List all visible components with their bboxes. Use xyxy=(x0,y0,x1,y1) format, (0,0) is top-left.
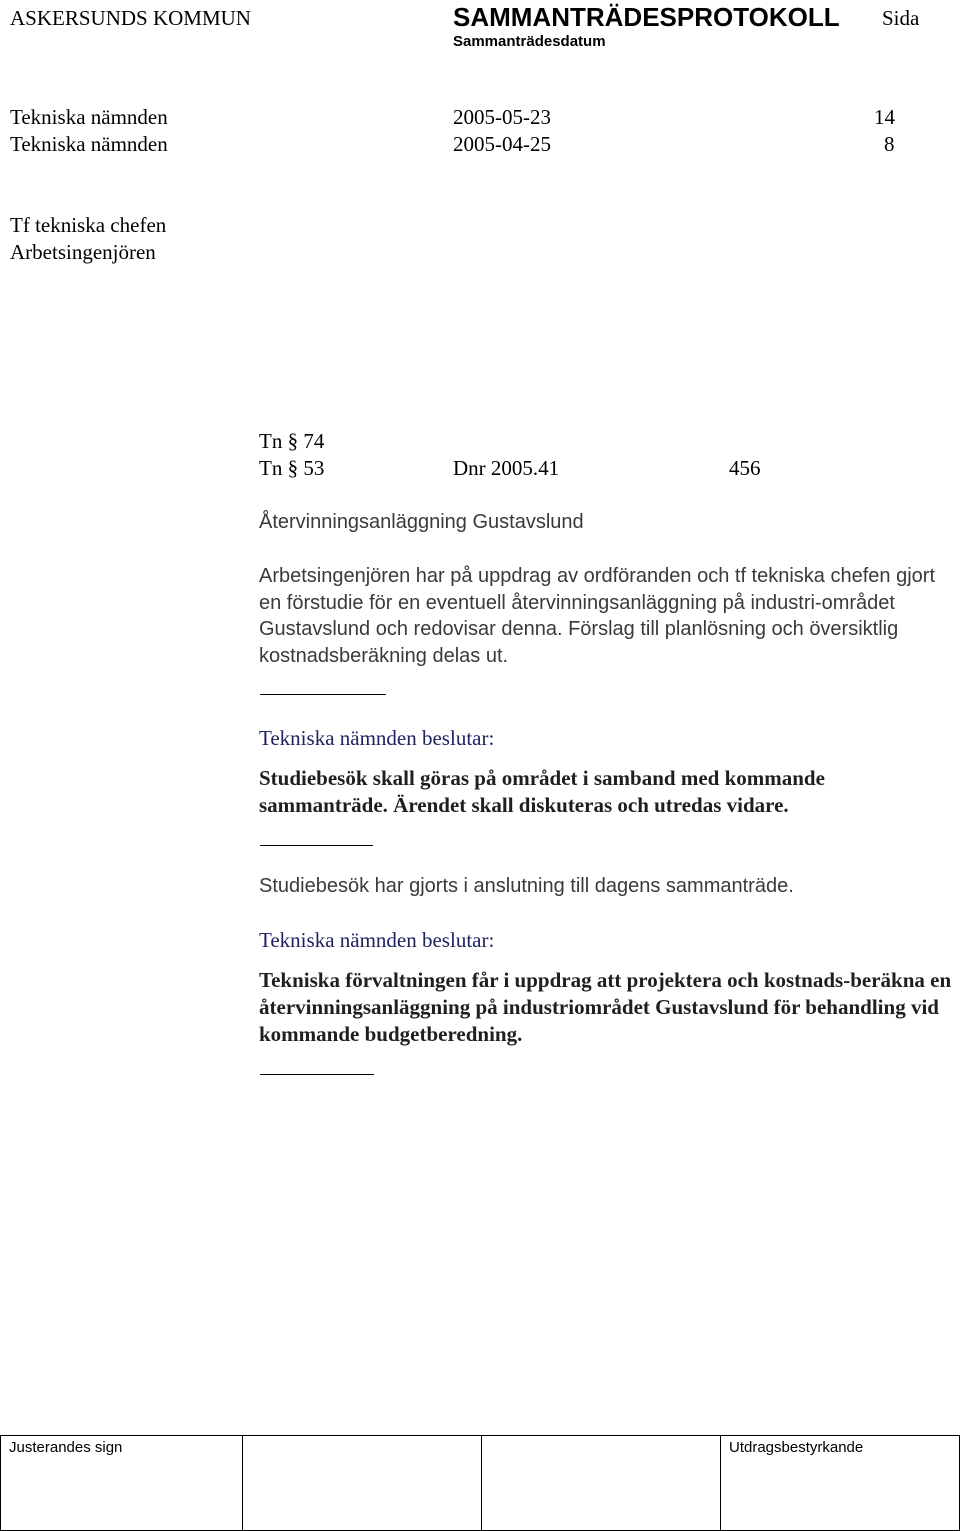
decision-heading: Tekniska nämnden beslutar: xyxy=(259,726,495,750)
divider-line xyxy=(260,694,386,695)
diary-number: Dnr 2005.41 xyxy=(453,456,560,480)
document-title: SAMMANTRÄDESPROTOKOLL xyxy=(453,2,840,32)
section-reference: Tn § 74 xyxy=(259,429,325,453)
meeting-date: 2005-05-23 xyxy=(453,105,551,129)
divider-line xyxy=(260,1074,374,1075)
followup-paragraph: Studiebesök har gjorts i anslutning till dagens sammanträde. xyxy=(259,875,794,897)
meeting-page: 8 xyxy=(884,132,895,156)
decision-heading: Tekniska nämnden beslutar: xyxy=(259,928,495,952)
utdragsbestyrkande-label: Utdragsbestyrkande xyxy=(729,1439,864,1456)
section-prefix: Tn xyxy=(259,456,283,480)
signature-cell xyxy=(243,1436,482,1531)
signature-footer xyxy=(0,1435,960,1531)
meeting-body: Tekniska nämnden xyxy=(10,132,168,156)
signature-cell xyxy=(482,1436,721,1531)
meeting-date: 2005-04-25 xyxy=(453,132,551,156)
utdragsbestyrkande-cell xyxy=(721,1436,960,1531)
meeting-page: 14 xyxy=(874,105,895,129)
section-title: Återvinningsanläggning Gustavslund xyxy=(259,511,584,533)
decision-text: Studiebesök skall göras på området i samband med kommande sammanträde. Ärendet skall diskuteras och utredas vidare. xyxy=(259,766,825,817)
organization-name: ASKERSUNDS KOMMUN xyxy=(10,6,251,30)
meeting-body: Tekniska nämnden xyxy=(10,105,168,129)
divider-line xyxy=(260,845,373,846)
recipient: Tf tekniska chefen xyxy=(10,213,167,237)
meeting-date-label: Sammanträdesdatum xyxy=(453,33,606,50)
justerandes-sign-cell xyxy=(1,1436,243,1531)
reference-number: 456 xyxy=(729,456,761,480)
justerandes-sign-label: Justerandes sign xyxy=(9,1439,123,1456)
page-label: Sida xyxy=(882,6,920,30)
decision-text: Tekniska förvaltningen får i uppdrag att projektera och kostnads-beräkna en återvinningsanläggning på industriområdet Gustavslund för behandling vid kommande budgetberedning. xyxy=(259,968,952,1046)
recipient: Arbetsingenjören xyxy=(10,240,156,264)
section-prefix: Tn xyxy=(259,429,283,453)
section-number: 74 xyxy=(303,429,325,453)
section-number: 53 xyxy=(303,456,325,480)
intro-paragraph: Arbetsingenjören har på uppdrag av ordföranden och tf tekniska chefen gjort en förstudie för en eventuell återvinningsanläggning på industri-området Gustavslund och redovisar denna. Förslag till planlösning och översiktlig kostnadsberäkning delas ut. xyxy=(259,565,935,667)
section-reference: Tn § 53 xyxy=(259,456,325,480)
